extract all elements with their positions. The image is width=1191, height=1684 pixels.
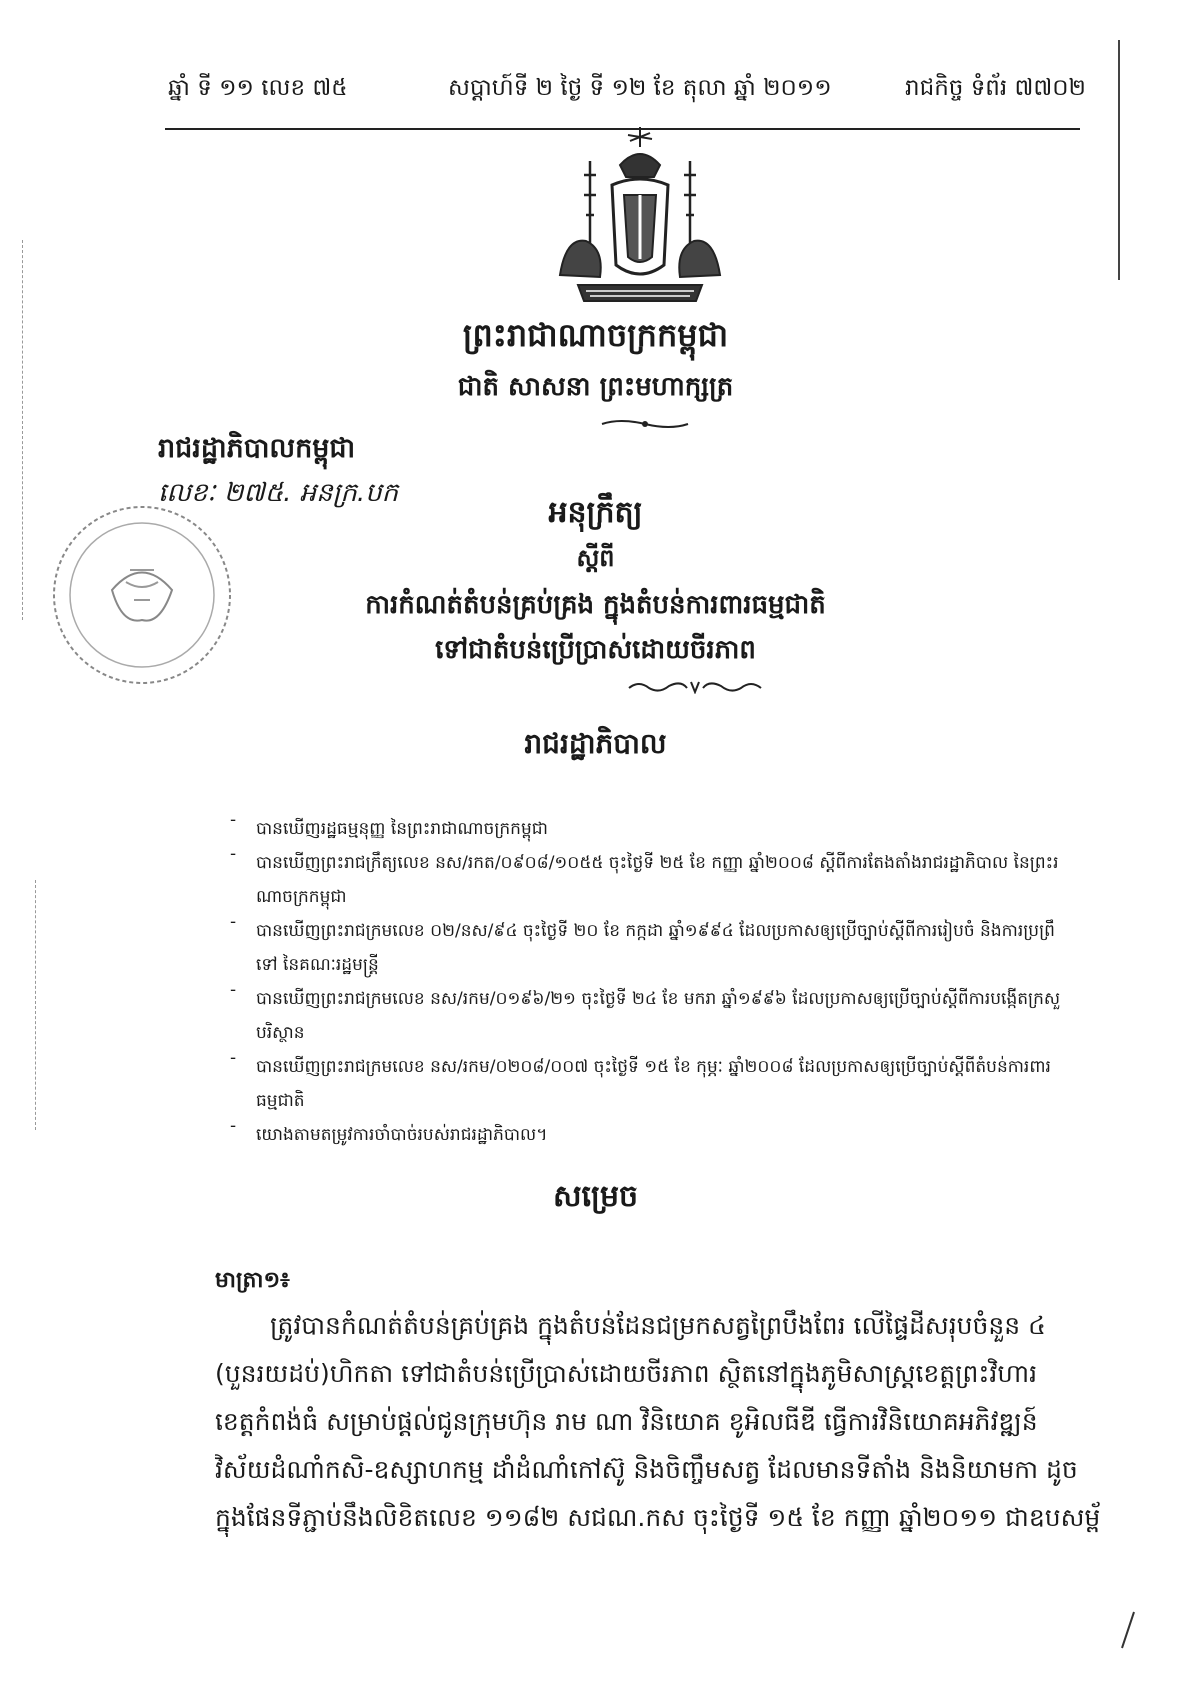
- preamble-line: យោងតាមតម្រូវការចាំបាច់របស់រាជរដ្ឋាភិបាល។: [256, 1125, 548, 1145]
- scan-margin-line: [35, 880, 36, 1130]
- subject-line-1: ការកំណត់តំបន់គ្រប់គ្រង ក្នុងតំបន់ការពារធម្មជាតិ: [365, 590, 826, 620]
- preamble-line: ទៅ នៃគណៈរដ្ឋមន្ត្រី: [256, 955, 379, 975]
- article-1-body: [215, 1302, 1125, 1542]
- preamble-item: - បានឃើញព្រះរាជក្រឹត្យលេខ នស/រកត/០៩០៨/១០៥៥ ចុះថ្ងៃទី ២៥ ខែ កញ្ញា ឆ្នាំ២០០៨ ស្តីពីការតែងតាំងរាជរដ្ឋាភិបាល នៃព្រះរ ណាចក្រកម្ពុជា: [230, 846, 1130, 914]
- flourish-ornament-icon: [625, 678, 765, 694]
- scan-edge-line: [1118, 40, 1120, 280]
- gazette-year-issue: ឆ្នាំ ទី ១១ លេខ ៧៥: [168, 75, 348, 101]
- preamble-item: - បានឃើញព្រះរាជក្រមលេខ នស/រកម/០១៩៦/២១ ចុះថ្ងៃទី ២៤ ខែ មករា ឆ្នាំ១៩៩៦ ដែលប្រកាសឲ្យប្រើច្បាប់ស្តីពីការបង្កើតក្រសួ បរិស្ថាន: [230, 982, 1130, 1050]
- divider-ornament-icon: [600, 418, 690, 430]
- preamble-item: - បានឃើញរដ្ឋធម្មនុញ្ញ នៃព្រះរាជាណាចក្រកម្ពុជា: [230, 812, 1130, 846]
- gazette-date: សប្តាហ៍ទី ២ ថ្ងៃ ទី ១២ ខែ តុលា ឆ្នាំ ២០១១: [448, 75, 832, 101]
- preamble-line: បានឃើញព្រះរាជក្រឹត្យលេខ នស/រកត/០៩០៨/១០៥៥ ចុះថ្ងៃទី ២៥ ខែ កញ្ញា ឆ្នាំ២០០៨ ស្តីពីការតែងតាំងរាជរដ្ឋាភិបាល នៃព្រះរ: [256, 853, 1059, 873]
- issuer-name: រាជរដ្ឋាភិបាលកម្ពុជា: [158, 433, 356, 464]
- article-line: វិស័យដំណាំកសិ-ឧស្សាហកម្ម ដាំដំណាំកៅស៊ូ និងចិញ្ចឹមសត្វ ដែលមានទីតាំង និងនិយាមកា ដូច: [215, 1455, 1078, 1484]
- document-about: ស្តីពី: [576, 544, 615, 572]
- preamble-line: បានឃើញព្រះរាជក្រមលេខ នស/រកម/០២០៨/០០៧ ចុះថ្ងៃទី ១៥ ខែ កុម្ភៈ ឆ្នាំ២០០៨ ដែលប្រកាសឲ្យប្រើច្បាប់ស្តីពីតំបន់ការពារ: [256, 1057, 1051, 1077]
- preamble-line: បានឃើញព្រះរាជក្រមលេខ ០២/នស/៩៤ ចុះថ្ងៃទី ២០ ខែ កក្កដា ឆ្នាំ១៩៩៤ ដែលប្រកាសឲ្យប្រើច្បាប់ស្តីពីការរៀបចំ និងការប្រព្រឹ: [256, 921, 1055, 941]
- scan-mark-icon: [1118, 1610, 1138, 1650]
- gazette-page: រាជកិច្ច ទំព័រ ៧៧០២: [905, 75, 1086, 101]
- preamble-line: ណាចក្រកម្ពុជា: [256, 887, 347, 907]
- authority-heading: រាជរដ្ឋាភិបាល: [524, 727, 667, 760]
- document-type: អនុក្រឹត្យ: [548, 495, 643, 530]
- article-line: (បួនរយដប់)ហិកតា ទៅជាតំបន់ប្រើប្រាស់ដោយចីរភាព ស្ថិតនៅក្នុងភូមិសាស្ត្រខេត្តព្រះវិហារ: [215, 1359, 1038, 1388]
- preamble-item: - បានឃើញព្រះរាជក្រមលេខ ០២/នស/៩៤ ចុះថ្ងៃទី ២០ ខែ កក្កដា ឆ្នាំ១៩៩៤ ដែលប្រកាសឲ្យប្រើច្បាប់ស្តីពីការរៀបចំ និងការប្រព្រឹ ទៅ នៃគណៈរដ្ឋមន្ត្រី: [230, 914, 1130, 982]
- article-1-title: មាត្រា១៖: [215, 1268, 290, 1293]
- royal-coat-of-arms-icon: [550, 125, 730, 310]
- national-motto: ជាតិ សាសនា ព្រះមហាក្សត្រ: [457, 372, 734, 402]
- preamble-line: បានឃើញព្រះរាជក្រមលេខ នស/រកម/០១៩៦/២១ ចុះថ្ងៃទី ២៤ ខែ មករា ឆ្នាំ១៩៩៦ ដែលប្រកាសឲ្យប្រើច្បាប់ស្តីពីការបង្កើតក្រសួ: [256, 989, 1061, 1009]
- article-line: ត្រូវបានកំណត់តំបន់គ្រប់គ្រង ក្នុងតំបន់ដែនជម្រកសត្វព្រៃបឹងពែរ លើផ្ទៃដីសរុបចំនួន ៤: [270, 1311, 1046, 1340]
- article-line: ក្នុងផែនទីភ្ជាប់នឹងលិខិតលេខ ១១៨២ សជណ.កស ចុះថ្ងៃទី ១៥ ខែ កញ្ញា ឆ្នាំ២០១១ ជាឧបសម្ព័: [215, 1503, 1101, 1532]
- kingdom-title: ព្រះរាជាណាចក្រកម្ពុជា: [462, 316, 729, 354]
- preamble-line: ធម្មជាតិ: [256, 1091, 305, 1111]
- decision-heading: សម្រេច: [552, 1179, 639, 1214]
- preamble-item: - បានឃើញព្រះរាជក្រមលេខ នស/រកម/០២០៨/០០៧ ចុះថ្ងៃទី ១៥ ខែ កុម្ភៈ ឆ្នាំ២០០៨ ដែលប្រកាសឲ្យប្រើច្បាប់ស្តីពីតំបន់ការពារ ធម្មជាតិ: [230, 1050, 1130, 1118]
- subject-line-2: ទៅជាតំបន់ប្រើប្រាស់ដោយចីរភាព: [435, 635, 756, 665]
- preamble-line: បានឃើញរដ្ឋធម្មនុញ្ញ នៃព្រះរាជាណាចក្រកម្ពុជា: [256, 819, 548, 839]
- article-line: ខេត្តកំពង់ធំ សម្រាប់ផ្តល់ជូនក្រុមហ៊ុន រាម ណា វិនិយោគ ខូអិលធីឌី ធ្វើការវិនិយោគអភិវឌ្ឍន៍: [215, 1407, 1038, 1436]
- preamble-list: [230, 812, 1130, 1152]
- preamble-line: បរិស្ថាន: [256, 1023, 305, 1043]
- preamble-item: - យោងតាមតម្រូវការចាំបាច់របស់រាជរដ្ឋាភិបាល។: [230, 1118, 1130, 1152]
- decree-number: លេខៈ ២៧៥. អនក្រ.បក: [158, 478, 399, 508]
